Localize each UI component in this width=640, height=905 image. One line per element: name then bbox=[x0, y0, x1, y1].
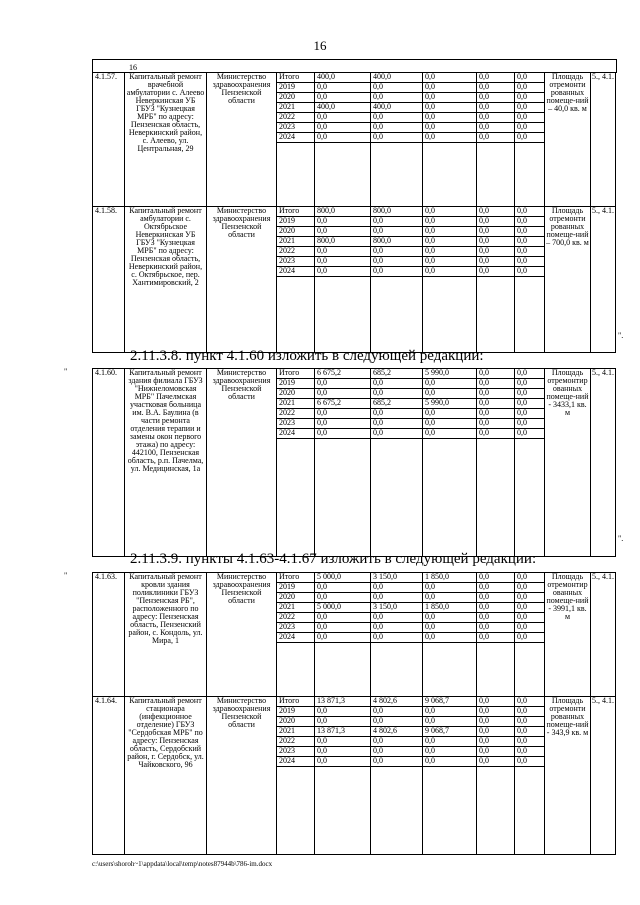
blank-cell bbox=[423, 439, 477, 557]
item-number: 4.1.60. bbox=[93, 369, 125, 557]
funding-value: 0,0 bbox=[515, 419, 545, 429]
page-number: 16 bbox=[313, 38, 327, 53]
funding-value: 9 068,7 bbox=[423, 697, 477, 707]
item-link: 5., 4.1. bbox=[591, 573, 616, 697]
year-label: Итого bbox=[277, 207, 315, 217]
item-executor: Министерство здравоохранения Пензенской области bbox=[207, 207, 277, 353]
funding-value: 4 802,6 bbox=[371, 697, 423, 707]
funding-value: 0,0 bbox=[371, 257, 423, 267]
funding-value: 0,0 bbox=[315, 717, 371, 727]
funding-value: 0,0 bbox=[371, 133, 423, 143]
blank-cell bbox=[371, 439, 423, 557]
funding-value: 6 675,2 bbox=[315, 369, 371, 379]
funding-value: 0,0 bbox=[477, 747, 515, 757]
funding-value: 0,0 bbox=[315, 623, 371, 633]
year-label: 2021 bbox=[277, 603, 315, 613]
year-label: Итого bbox=[277, 369, 315, 379]
funding-value: 0,0 bbox=[515, 207, 545, 217]
year-label: 2021 bbox=[277, 237, 315, 247]
year-label: 2019 bbox=[277, 217, 315, 227]
year-label: 2021 bbox=[277, 399, 315, 409]
file-path-footer: c:\users\shoroh~1\appdata\local\temp\notes87944b\786-im.docx bbox=[92, 860, 273, 868]
blank-cell bbox=[423, 277, 477, 353]
closing-mark: ". bbox=[618, 534, 624, 543]
year-label: 2023 bbox=[277, 257, 315, 267]
blank-cell bbox=[315, 643, 371, 697]
funding-value: 0,0 bbox=[477, 267, 515, 277]
funding-value: 0,0 bbox=[315, 583, 371, 593]
funding-value: 0,0 bbox=[515, 369, 545, 379]
funding-value: 0,0 bbox=[315, 633, 371, 643]
funding-value: 0,0 bbox=[371, 419, 423, 429]
funding-value: 0,0 bbox=[423, 623, 477, 633]
funding-value: 0,0 bbox=[315, 123, 371, 133]
funding-value: 0,0 bbox=[423, 227, 477, 237]
funding-value: 0,0 bbox=[477, 103, 515, 113]
funding-value: 0,0 bbox=[423, 593, 477, 603]
blank-cell bbox=[315, 439, 371, 557]
funding-value: 0,0 bbox=[315, 379, 371, 389]
funding-value: 0,0 bbox=[477, 707, 515, 717]
year-label: 2019 bbox=[277, 379, 315, 389]
item-number: 4.1.64. bbox=[93, 697, 125, 855]
funding-value: 0,0 bbox=[477, 369, 515, 379]
funding-value: 0,0 bbox=[515, 237, 545, 247]
funding-value: 0,0 bbox=[515, 757, 545, 767]
funding-value: 0,0 bbox=[423, 379, 477, 389]
funding-value: 0,0 bbox=[315, 267, 371, 277]
funding-value: 0,0 bbox=[423, 707, 477, 717]
funding-value: 5 990,0 bbox=[423, 369, 477, 379]
funding-value: 0,0 bbox=[423, 267, 477, 277]
funding-value: 0,0 bbox=[371, 613, 423, 623]
funding-value: 0,0 bbox=[371, 389, 423, 399]
funding-value: 0,0 bbox=[371, 623, 423, 633]
funding-value: 0,0 bbox=[515, 93, 545, 103]
item-executor: Министерство здравоохранения Пензенской области bbox=[207, 369, 277, 557]
funding-value: 0,0 bbox=[515, 133, 545, 143]
funding-value: 0,0 bbox=[515, 747, 545, 757]
funding-value: 0,0 bbox=[477, 717, 515, 727]
item-executor: Министерство здравоохранения Пензенской области bbox=[207, 73, 277, 207]
funding-value: 0,0 bbox=[477, 237, 515, 247]
funding-value: 0,0 bbox=[477, 633, 515, 643]
funding-value: 0,0 bbox=[515, 603, 545, 613]
blank-cell bbox=[371, 643, 423, 697]
funding-value: 0,0 bbox=[371, 113, 423, 123]
funding-value: 0,0 bbox=[315, 593, 371, 603]
funding-value: 0,0 bbox=[515, 227, 545, 237]
item-indicator: Площадь отремонтир ованных помеще-ний - 3991,1 кв. м bbox=[545, 573, 591, 697]
funding-value: 1 850,0 bbox=[423, 573, 477, 583]
funding-value: 5 000,0 bbox=[315, 573, 371, 583]
section-heading-2-11-3-9: 2.11.3.9. пункты 4.1.63-4.1.67 изложить в следующей редакции: bbox=[130, 551, 537, 567]
year-label: 2022 bbox=[277, 247, 315, 257]
funding-value: 0,0 bbox=[477, 123, 515, 133]
funding-value: 0,0 bbox=[371, 707, 423, 717]
funding-value: 0,0 bbox=[315, 257, 371, 267]
closing-mark: ". bbox=[618, 331, 624, 340]
blank-cell bbox=[315, 767, 371, 855]
year-label: 2023 bbox=[277, 123, 315, 133]
funding-value: 0,0 bbox=[477, 757, 515, 767]
funding-value: 0,0 bbox=[515, 737, 545, 747]
blank-cell bbox=[315, 277, 371, 353]
table-row bbox=[93, 697, 616, 707]
year-label: Итого bbox=[277, 697, 315, 707]
funding-value: 0,0 bbox=[477, 583, 515, 593]
funding-value: 0,0 bbox=[477, 697, 515, 707]
funding-value: 800,0 bbox=[371, 207, 423, 217]
item-name: Капитальный ремонт здания филиала ГБУЗ "Нижнеломовская МРБ" Пачелмская участковая больница им. В.А. Баулина (в части ремонта отделения терапии и замены окон первого этажа) по адресу: 442100, Пензенская область, р.п. Пачелма, ул. Медицинская, 1а bbox=[125, 369, 207, 557]
opening-quote-mark: " bbox=[64, 571, 68, 580]
funding-value: 0,0 bbox=[371, 123, 423, 133]
funding-value: 400,0 bbox=[315, 103, 371, 113]
funding-value: 0,0 bbox=[423, 583, 477, 593]
funding-value: 0,0 bbox=[477, 113, 515, 123]
item-link: 5., 4.1. bbox=[591, 73, 616, 207]
item-link: 5., 4.1. bbox=[591, 207, 616, 353]
funding-value: 0,0 bbox=[515, 727, 545, 737]
opening-quote-mark: " bbox=[64, 367, 68, 376]
funding-value: 800,0 bbox=[371, 237, 423, 247]
funding-value: 0,0 bbox=[371, 227, 423, 237]
funding-value: 0,0 bbox=[315, 389, 371, 399]
funding-value: 0,0 bbox=[477, 73, 515, 83]
table-row bbox=[93, 207, 616, 217]
funding-value: 0,0 bbox=[477, 429, 515, 439]
funding-value: 0,0 bbox=[515, 697, 545, 707]
blank-cell bbox=[371, 277, 423, 353]
item-link: 5., 4.1. bbox=[591, 369, 616, 557]
year-label: 2024 bbox=[277, 267, 315, 277]
table-header-number: 16 bbox=[129, 63, 137, 72]
year-label: 2020 bbox=[277, 717, 315, 727]
funding-value: 0,0 bbox=[371, 83, 423, 93]
funding-value: 0,0 bbox=[423, 217, 477, 227]
funding-value: 0,0 bbox=[423, 419, 477, 429]
funding-value: 6 675,2 bbox=[315, 399, 371, 409]
funding-value: 0,0 bbox=[477, 93, 515, 103]
funding-value: 0,0 bbox=[315, 707, 371, 717]
funding-value: 0,0 bbox=[423, 747, 477, 757]
funding-value: 0,0 bbox=[515, 429, 545, 439]
blank-cell bbox=[277, 767, 315, 855]
funding-value: 0,0 bbox=[423, 247, 477, 257]
blank-cell bbox=[315, 143, 371, 207]
item-indicator: Площадь отремонтир ованных помеще-ний - 3433,1 кв. м bbox=[545, 369, 591, 557]
year-label: 2024 bbox=[277, 757, 315, 767]
funding-value: 13 871,3 bbox=[315, 697, 371, 707]
item-executor: Министерство здравоохранения Пензенской области bbox=[207, 573, 277, 697]
funding-value: 0,0 bbox=[371, 747, 423, 757]
funding-value: 0,0 bbox=[315, 613, 371, 623]
year-label: 2019 bbox=[277, 707, 315, 717]
funding-value: 0,0 bbox=[477, 379, 515, 389]
funding-value: 0,0 bbox=[371, 633, 423, 643]
item-indicator: Площадь отремонти рованных помеще-ний - 343,9 кв. м bbox=[545, 697, 591, 855]
funding-value: 0,0 bbox=[423, 717, 477, 727]
blank-cell bbox=[371, 767, 423, 855]
funding-value: 0,0 bbox=[423, 389, 477, 399]
blank-cell bbox=[277, 277, 315, 353]
funding-value: 685,2 bbox=[371, 369, 423, 379]
funding-value: 0,0 bbox=[423, 93, 477, 103]
item-number: 4.1.63. bbox=[93, 573, 125, 697]
funding-value: 0,0 bbox=[477, 217, 515, 227]
item-number: 4.1.57. bbox=[93, 73, 125, 207]
funding-value: 0,0 bbox=[477, 613, 515, 623]
table-row bbox=[93, 369, 616, 379]
funding-value: 9 068,7 bbox=[423, 727, 477, 737]
blank-cell bbox=[477, 277, 515, 353]
funding-value: 0,0 bbox=[371, 583, 423, 593]
year-label: 2023 bbox=[277, 747, 315, 757]
program-table bbox=[92, 72, 616, 353]
item-number: 4.1.58. bbox=[93, 207, 125, 353]
item-link: 5., 4.1. bbox=[591, 697, 616, 855]
funding-value: 0,0 bbox=[423, 613, 477, 623]
funding-value: 0,0 bbox=[515, 73, 545, 83]
funding-value: 0,0 bbox=[477, 207, 515, 217]
funding-value: 400,0 bbox=[371, 103, 423, 113]
funding-value: 0,0 bbox=[515, 389, 545, 399]
funding-value: 0,0 bbox=[515, 409, 545, 419]
item-name: Капитальный ремонт кровли здания поликлиники ГБУЗ "Пензенская РБ", расположенного по адресу: Пензенская область, Пензенский район, с. Кондоль, ул. Мира, 1 bbox=[125, 573, 207, 697]
funding-value: 0,0 bbox=[515, 623, 545, 633]
funding-value: 800,0 bbox=[315, 237, 371, 247]
funding-value: 0,0 bbox=[423, 103, 477, 113]
funding-value: 0,0 bbox=[423, 83, 477, 93]
funding-value: 0,0 bbox=[423, 133, 477, 143]
item-executor: Министерство здравоохранения Пензенской области bbox=[207, 697, 277, 855]
funding-value: 0,0 bbox=[477, 399, 515, 409]
blank-cell bbox=[477, 143, 515, 207]
funding-value: 685,2 bbox=[371, 399, 423, 409]
funding-value: 0,0 bbox=[515, 267, 545, 277]
funding-value: 0,0 bbox=[477, 593, 515, 603]
funding-value: 13 871,3 bbox=[315, 727, 371, 737]
funding-value: 0,0 bbox=[515, 707, 545, 717]
funding-value: 0,0 bbox=[515, 247, 545, 257]
funding-value: 0,0 bbox=[515, 257, 545, 267]
item-name: Капитальный ремонт стационара (инфекционное отделение) ГБУЗ "Сердобская МРБ" по адресу: Пензенская область, Сердобский район, г. Сердобск, ул. Чайковского, 96 bbox=[125, 697, 207, 855]
year-label: 2023 bbox=[277, 623, 315, 633]
funding-value: 0,0 bbox=[315, 113, 371, 123]
funding-value: 0,0 bbox=[477, 727, 515, 737]
funding-value: 0,0 bbox=[477, 409, 515, 419]
item-name: Капитальный ремонт амбулатории с. Октябрьское Неверкинская УБ ГБУЗ "Кузнецкая МРБ" по адресу: Пензенская область, Неверкинский район, с. Октябрьское, пер. Хантимировский, 2 bbox=[125, 207, 207, 353]
funding-value: 0,0 bbox=[515, 399, 545, 409]
funding-value: 0,0 bbox=[515, 593, 545, 603]
funding-value: 0,0 bbox=[477, 83, 515, 93]
program-table bbox=[92, 368, 616, 557]
funding-value: 0,0 bbox=[315, 747, 371, 757]
item-indicator: Площадь отремонти рованных помеще-ний – 700,0 кв. м bbox=[545, 207, 591, 353]
funding-value: 0,0 bbox=[315, 757, 371, 767]
funding-value: 3 150,0 bbox=[371, 573, 423, 583]
funding-value: 0,0 bbox=[515, 633, 545, 643]
funding-value: 3 150,0 bbox=[371, 603, 423, 613]
item-name: Капитальный ремонт врачебной амбулатории с. Алеево Неверкинская УБ ГБУЗ "Кузнецкая МРБ" по адресу: Пензенская область, Неверкинский район, с. Алеево, ул. Центральная, 29 bbox=[125, 73, 207, 207]
funding-value: 0,0 bbox=[477, 737, 515, 747]
funding-value: 0,0 bbox=[371, 737, 423, 747]
funding-value: 0,0 bbox=[477, 419, 515, 429]
table-row bbox=[93, 73, 616, 83]
funding-value: 0,0 bbox=[423, 409, 477, 419]
blank-cell bbox=[423, 767, 477, 855]
year-label: Итого bbox=[277, 73, 315, 83]
year-label: 2020 bbox=[277, 227, 315, 237]
funding-value: 0,0 bbox=[423, 113, 477, 123]
year-label: 2022 bbox=[277, 613, 315, 623]
blank-cell bbox=[515, 643, 545, 697]
funding-value: 0,0 bbox=[315, 737, 371, 747]
funding-value: 0,0 bbox=[515, 123, 545, 133]
blank-cell bbox=[423, 143, 477, 207]
funding-value: 0,0 bbox=[315, 93, 371, 103]
blank-cell bbox=[515, 439, 545, 557]
year-label: 2022 bbox=[277, 113, 315, 123]
funding-value: 0,0 bbox=[371, 217, 423, 227]
funding-value: 0,0 bbox=[371, 247, 423, 257]
funding-value: 0,0 bbox=[477, 247, 515, 257]
funding-value: 0,0 bbox=[477, 389, 515, 399]
funding-value: 0,0 bbox=[515, 103, 545, 113]
funding-value: 0,0 bbox=[371, 717, 423, 727]
funding-value: 0,0 bbox=[515, 83, 545, 93]
year-label: 2022 bbox=[277, 409, 315, 419]
year-label: 2024 bbox=[277, 133, 315, 143]
year-label: Итого bbox=[277, 573, 315, 583]
funding-value: 0,0 bbox=[315, 419, 371, 429]
funding-value: 0,0 bbox=[477, 603, 515, 613]
funding-value: 0,0 bbox=[515, 217, 545, 227]
funding-value: 0,0 bbox=[315, 217, 371, 227]
funding-value: 0,0 bbox=[423, 257, 477, 267]
funding-value: 0,0 bbox=[423, 429, 477, 439]
funding-value: 0,0 bbox=[423, 123, 477, 133]
blank-cell bbox=[477, 439, 515, 557]
blank-cell bbox=[515, 767, 545, 855]
funding-value: 0,0 bbox=[515, 717, 545, 727]
funding-value: 0,0 bbox=[423, 757, 477, 767]
blank-cell bbox=[515, 277, 545, 353]
year-label: 2021 bbox=[277, 103, 315, 113]
year-label: 2022 bbox=[277, 737, 315, 747]
funding-value: 0,0 bbox=[371, 409, 423, 419]
funding-value: 0,0 bbox=[477, 133, 515, 143]
funding-value: 0,0 bbox=[371, 93, 423, 103]
blank-cell bbox=[277, 439, 315, 557]
funding-value: 0,0 bbox=[371, 379, 423, 389]
year-label: 2020 bbox=[277, 93, 315, 103]
funding-value: 0,0 bbox=[315, 227, 371, 237]
blank-cell bbox=[477, 767, 515, 855]
funding-value: 4 802,6 bbox=[371, 727, 423, 737]
blank-cell bbox=[277, 143, 315, 207]
blank-cell bbox=[515, 143, 545, 207]
funding-value: 0,0 bbox=[423, 237, 477, 247]
year-label: 2020 bbox=[277, 593, 315, 603]
funding-value: 0,0 bbox=[515, 613, 545, 623]
funding-value: 0,0 bbox=[477, 257, 515, 267]
funding-value: 0,0 bbox=[515, 113, 545, 123]
funding-value: 0,0 bbox=[515, 573, 545, 583]
year-label: 2019 bbox=[277, 583, 315, 593]
funding-value: 0,0 bbox=[315, 247, 371, 257]
year-label: 2023 bbox=[277, 419, 315, 429]
funding-value: 0,0 bbox=[515, 583, 545, 593]
funding-value: 0,0 bbox=[371, 267, 423, 277]
funding-value: 0,0 bbox=[315, 429, 371, 439]
funding-value: 800,0 bbox=[315, 207, 371, 217]
funding-value: 400,0 bbox=[315, 73, 371, 83]
table-row bbox=[93, 573, 616, 583]
funding-value: 0,0 bbox=[477, 623, 515, 633]
year-label: 2020 bbox=[277, 389, 315, 399]
funding-value: 1 850,0 bbox=[423, 603, 477, 613]
blank-cell bbox=[371, 143, 423, 207]
funding-value: 0,0 bbox=[371, 429, 423, 439]
item-indicator: Площадь отремонти рованных помеще-ний – 40,0 кв. м bbox=[545, 73, 591, 207]
funding-value: 0,0 bbox=[315, 409, 371, 419]
program-table bbox=[92, 572, 616, 855]
funding-value: 0,0 bbox=[315, 133, 371, 143]
funding-value: 0,0 bbox=[515, 379, 545, 389]
funding-value: 0,0 bbox=[371, 593, 423, 603]
funding-value: 0,0 bbox=[423, 633, 477, 643]
funding-value: 0,0 bbox=[371, 757, 423, 767]
year-label: 2019 bbox=[277, 83, 315, 93]
blank-cell bbox=[423, 643, 477, 697]
funding-value: 5 000,0 bbox=[315, 603, 371, 613]
year-label: 2024 bbox=[277, 429, 315, 439]
funding-value: 0,0 bbox=[423, 73, 477, 83]
funding-value: 0,0 bbox=[315, 83, 371, 93]
funding-value: 0,0 bbox=[423, 737, 477, 747]
blank-cell bbox=[277, 643, 315, 697]
funding-value: 0,0 bbox=[477, 573, 515, 583]
funding-value: 0,0 bbox=[423, 207, 477, 217]
funding-value: 0,0 bbox=[477, 227, 515, 237]
funding-value: 400,0 bbox=[371, 73, 423, 83]
blank-cell bbox=[477, 643, 515, 697]
funding-value: 5 990,0 bbox=[423, 399, 477, 409]
year-label: 2021 bbox=[277, 727, 315, 737]
section-heading-2-11-3-8: 2.11.3.8. пункт 4.1.60 изложить в следующей редакции: bbox=[130, 348, 484, 364]
year-label: 2024 bbox=[277, 633, 315, 643]
